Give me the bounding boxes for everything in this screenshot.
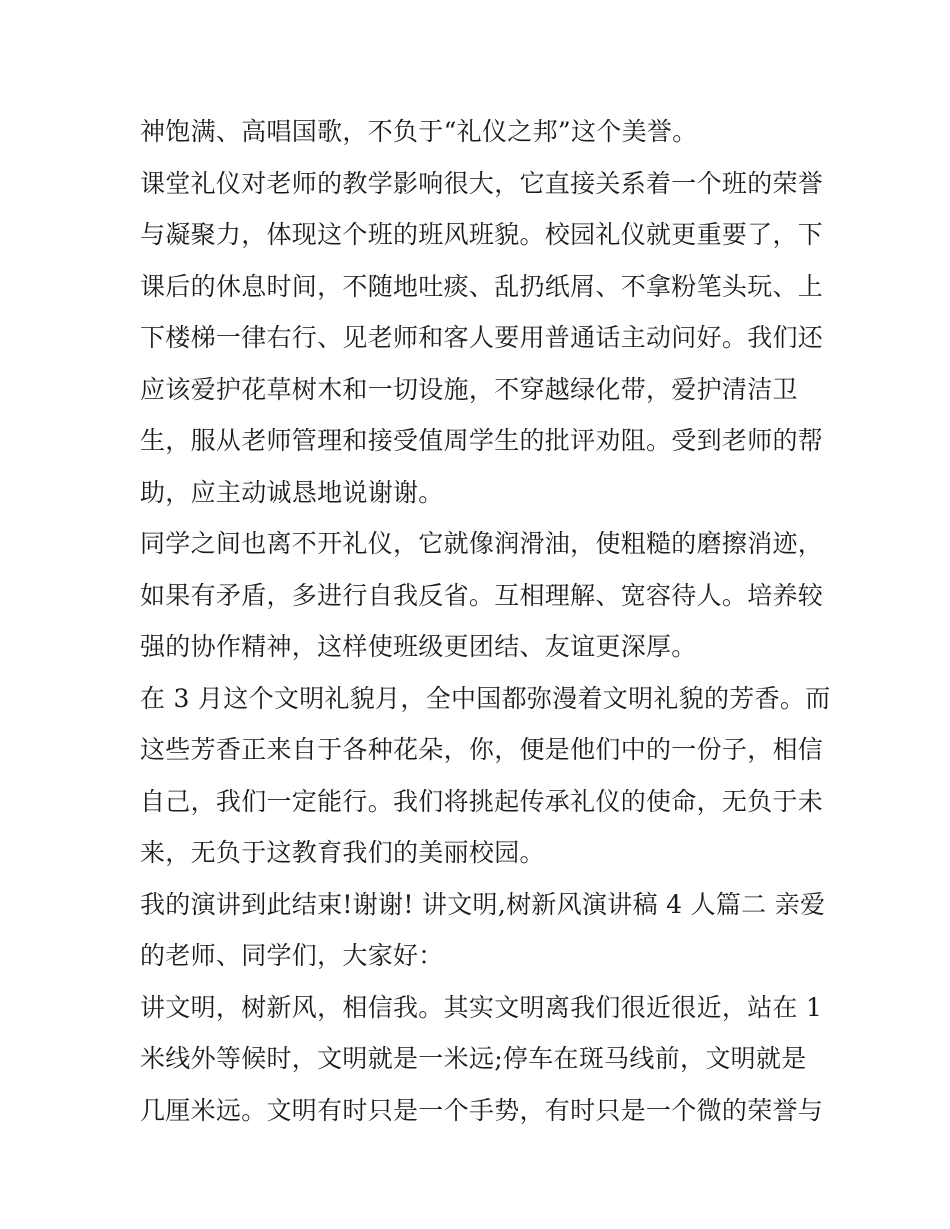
text-line: 的老师、同学们，大家好： [140,941,444,970]
text-line: 我的演讲到此结束!谢谢! 讲文明,树新风演讲稿 4 人篇二 亲爱 [140,889,826,919]
text-line: 讲文明，树新风，相信我。其实文明离我们很近很近，站在 1 [140,992,823,1022]
text-line: 几厘米远。文明有时只是一个手势，有时只是一个微的荣誉与 [140,1095,824,1125]
text-line: 如果有矛盾，多进行自我反省。互相理解、宽容待人。培养较 [140,580,824,610]
text-line: 课堂礼仪对老师的教学影响很大，它直接关系着一个班的荣誉 [140,168,824,198]
text-line: 神饱满、高唱国歌，不负于“礼仪之邦”这个美誉。 [140,117,698,146]
text-line: 生，服从老师管理和接受值周学生的批评劝阻。受到老师的帮 [140,426,824,455]
text-line: 助，应主动诚恳地说谢谢。 [140,477,444,507]
text-line: 这些芳香正来自于各种花朵，你，便是他们中的一份子，相信 [140,735,824,764]
text-line: 应该爱护花草树木和一切设施，不穿越绿化带，爱护清洁卫 [140,374,798,404]
text-line: 强的协作精神，这样使班级更团结、友谊更深厚。 [140,632,697,661]
document-body [140,106,831,1136]
text-line: 课后的休息时间，不随地吐痰、乱扔纸屑、不拿粉笔头玩、上 [140,271,824,301]
text-line: 来，无负于这教育我们的美丽校园。 [140,838,545,867]
text-line: 在 3 月这个文明礼貌月，全中国都弥漫着文明礼貌的芳香。而 [140,683,831,713]
text-line: 自己，我们一定能行。我们将挑起传承礼仪的使命，无负于未 [140,786,824,816]
text-line: 与凝聚力，体现这个班的班风班貌。校园礼仪就更重要了，下 [140,220,824,249]
text-line: 米线外等候时，文明就是一米远;停车在斑马线前，文明就是 [140,1044,807,1073]
text-line: 下楼梯一律右行、见老师和客人要用普通话主动问好。我们还 [140,323,824,352]
text-line: 同学之间也离不开礼仪，它就像润滑油，使粗糙的磨擦消迹， [140,529,824,558]
